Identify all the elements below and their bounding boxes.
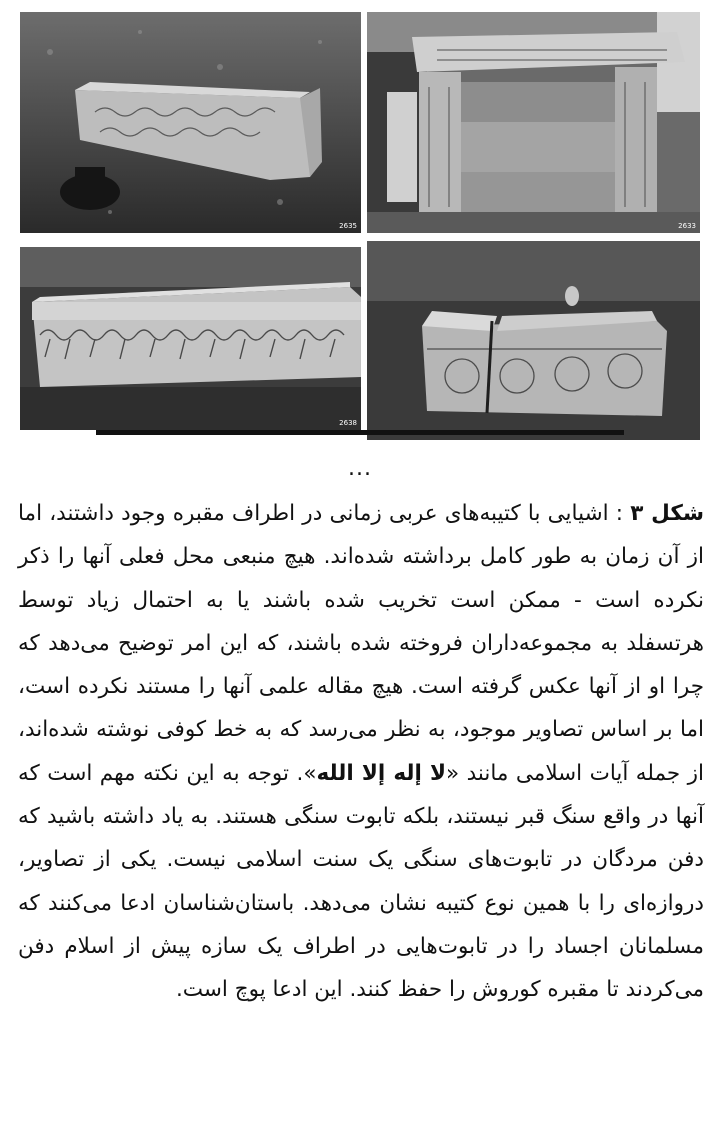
photo-stone-chest-desert — [20, 12, 361, 233]
photo-number: 2635 — [339, 222, 357, 230]
caption-quote-close: ». — [296, 760, 317, 786]
photo-grid — [20, 12, 700, 440]
caption-continuation: توجه به این نکته مهم است که آنها در واقع سنگ قبر نیستند، بلکه تابوت سنگی هستند. به یاد داشته باشید که دفن مردگان در تابوت‌های سنگی یک سنت اسلامی نیست. یکی از تصاویر، دروازه‌ای را با همین نوع کتیبه نشان می‌دهد. باستان‌شناسان ادعا می‌کنند که مسلمانان اجساد را در تابوت‌هایی در اطراف یک سازه پیش از اسلام دفن می‌کردند تا مقبره کوروش را حفظ کنند. این ادعا پوچ است. — [18, 760, 704, 1003]
photo-number: 2638 — [339, 419, 357, 427]
caption-quote: لا إله إلا الله — [316, 760, 446, 786]
divider-bar — [96, 430, 624, 435]
photo-ornamented-chest — [367, 241, 700, 440]
ellipsis: ... — [348, 456, 372, 481]
photo-stone-gateway — [367, 12, 700, 233]
figure-caption — [18, 492, 704, 1012]
caption-label: شکل ۳ — [630, 501, 705, 526]
caption-separator: : — [608, 501, 631, 526]
photo-number: 2633 — [678, 222, 696, 230]
photo-inscribed-chest-front — [20, 247, 361, 430]
caption-text: اشیایی با کتیبه‌های عربی زمانی در اطراف مقبره وجود داشتند، اما از آن زمان به طور کامل برداشته شده‌اند. هیچ منبعی محل فعلی آنها را ذکر نکرده است - ممکن است تخریب شده باشند یا به احتمال زیاد توسط هرتسفلد به مجموعه‌داران فروخته شده باشند، که این امر توضیح می‌دهد که چرا او از آنها عکس گرفته است. هیچ مقاله علمی آنها را مستند نکرده است، اما بر اساس تصاویر موجود، به نظر می‌رسد که به خط کوفی نوشته شده‌اند، از جمله آیات اسلامی مانند « — [18, 501, 704, 786]
